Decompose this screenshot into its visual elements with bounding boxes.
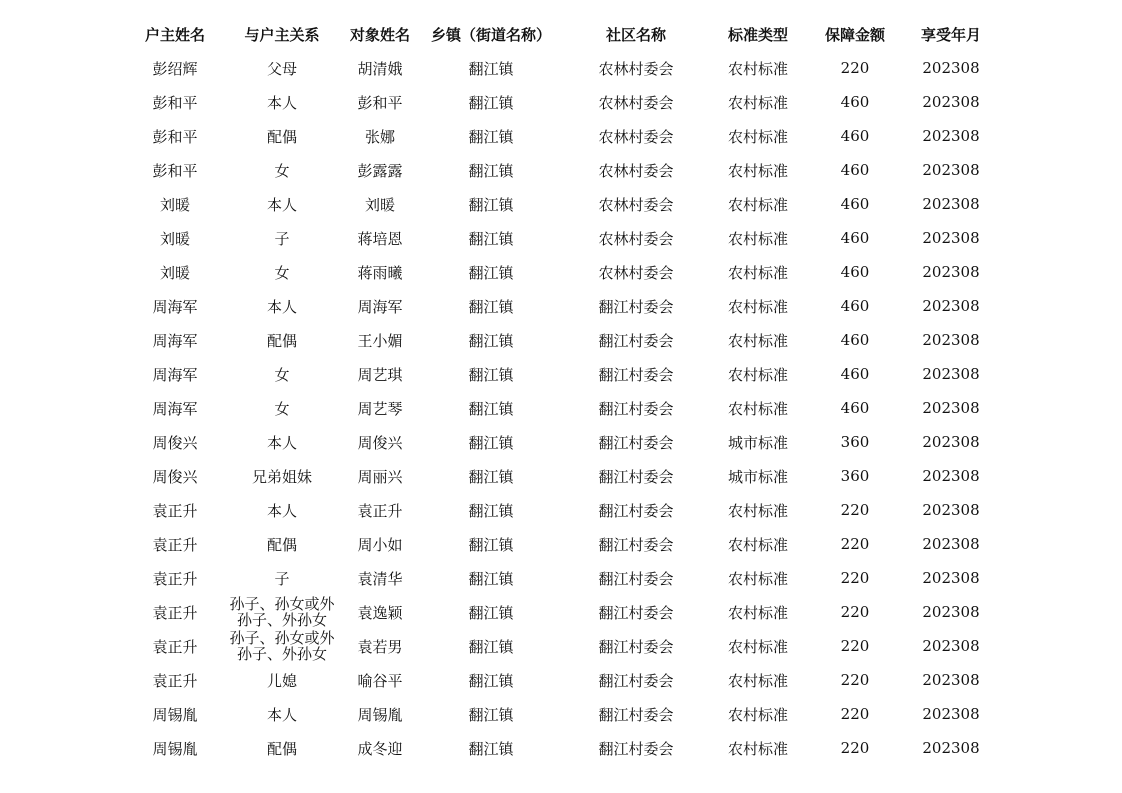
amount-cell: 460 bbox=[840, 127, 870, 145]
recipient-name-cell: 周俊兴 bbox=[357, 433, 403, 452]
community-cell: 农林村委会 bbox=[598, 93, 674, 112]
township-cell: 翻江镇 bbox=[468, 569, 514, 588]
table-body bbox=[0, 51, 1122, 765]
amount-cell: 360 bbox=[840, 433, 870, 451]
community-cell: 农林村委会 bbox=[598, 195, 674, 214]
household-head-cell: 袁正升 bbox=[152, 535, 198, 554]
township-cell: 翻江镇 bbox=[468, 127, 514, 146]
community-cell: 翻江村委会 bbox=[598, 297, 674, 316]
recipient-name-cell: 王小媚 bbox=[357, 331, 403, 350]
standard-type-cell: 农村标准 bbox=[727, 569, 788, 588]
community-cell: 翻江村委会 bbox=[598, 365, 674, 384]
relationship-cell: 本人 bbox=[266, 705, 297, 724]
year-month-cell: 202308 bbox=[922, 127, 980, 145]
recipient-name-cell: 喻谷平 bbox=[357, 671, 403, 690]
column-header-township: 乡镇（街道名称） bbox=[430, 25, 551, 44]
community-cell: 翻江村委会 bbox=[598, 535, 674, 554]
standard-type-cell: 农村标准 bbox=[727, 127, 788, 146]
column-header-recipient-name: 对象姓名 bbox=[349, 25, 410, 44]
township-cell: 翻江镇 bbox=[468, 93, 514, 112]
household-head-cell: 周俊兴 bbox=[152, 433, 198, 452]
recipient-name-cell: 袁若男 bbox=[357, 637, 403, 656]
standard-type-cell: 城市标准 bbox=[727, 467, 788, 486]
amount-cell: 220 bbox=[840, 603, 870, 621]
standard-type-cell: 农村标准 bbox=[727, 399, 788, 418]
table-row bbox=[0, 187, 1122, 221]
year-month-cell: 202308 bbox=[922, 365, 980, 383]
standard-type-cell: 农村标准 bbox=[727, 603, 788, 622]
community-cell: 翻江村委会 bbox=[598, 467, 674, 486]
year-month-cell: 202308 bbox=[922, 535, 980, 553]
amount-cell: 460 bbox=[840, 161, 870, 179]
table-row bbox=[0, 629, 1122, 663]
amount-cell: 460 bbox=[840, 297, 870, 315]
year-month-cell: 202308 bbox=[922, 501, 980, 519]
table-row bbox=[0, 731, 1122, 765]
table-row bbox=[0, 459, 1122, 493]
household-head-cell: 袁正升 bbox=[152, 501, 198, 520]
year-month-cell: 202308 bbox=[922, 603, 980, 621]
recipient-name-cell: 周丽兴 bbox=[357, 467, 403, 486]
relationship-cell: 本人 bbox=[266, 501, 297, 520]
relationship-cell: 子 bbox=[274, 569, 290, 588]
table-header-row bbox=[0, 17, 1122, 51]
column-header-relationship: 与户主关系 bbox=[244, 25, 320, 44]
column-header-amount: 保障金额 bbox=[824, 25, 885, 44]
recipient-name-cell: 蒋雨曦 bbox=[357, 263, 403, 282]
table-row bbox=[0, 391, 1122, 425]
table-row bbox=[0, 357, 1122, 391]
township-cell: 翻江镇 bbox=[468, 331, 514, 350]
township-cell: 翻江镇 bbox=[468, 195, 514, 214]
household-head-cell: 周海军 bbox=[152, 331, 198, 350]
year-month-cell: 202308 bbox=[922, 229, 980, 247]
community-cell: 翻江村委会 bbox=[598, 569, 674, 588]
year-month-cell: 202308 bbox=[922, 297, 980, 315]
table-row bbox=[0, 51, 1122, 85]
household-head-cell: 周海军 bbox=[152, 297, 198, 316]
township-cell: 翻江镇 bbox=[468, 161, 514, 180]
standard-type-cell: 农村标准 bbox=[727, 331, 788, 350]
year-month-cell: 202308 bbox=[922, 705, 980, 723]
household-head-cell: 袁正升 bbox=[152, 671, 198, 690]
standard-type-cell: 农村标准 bbox=[727, 535, 788, 554]
recipient-name-cell: 刘暖 bbox=[364, 195, 395, 214]
relationship-cell: 本人 bbox=[266, 433, 297, 452]
township-cell: 翻江镇 bbox=[468, 365, 514, 384]
community-cell: 农林村委会 bbox=[598, 127, 674, 146]
standard-type-cell: 农村标准 bbox=[727, 671, 788, 690]
column-header-year-month: 享受年月 bbox=[920, 25, 981, 44]
table-row bbox=[0, 221, 1122, 255]
amount-cell: 220 bbox=[840, 569, 870, 587]
amount-cell: 360 bbox=[840, 467, 870, 485]
township-cell: 翻江镇 bbox=[468, 59, 514, 78]
household-head-cell: 周海军 bbox=[152, 365, 198, 384]
township-cell: 翻江镇 bbox=[468, 739, 514, 758]
relationship-cell: 子 bbox=[274, 229, 290, 248]
standard-type-cell: 农村标准 bbox=[727, 195, 788, 214]
relationship-cell: 配偶 bbox=[266, 331, 297, 350]
table-row bbox=[0, 153, 1122, 187]
column-header-household-head: 户主姓名 bbox=[144, 25, 205, 44]
amount-cell: 220 bbox=[840, 637, 870, 655]
amount-cell: 460 bbox=[840, 93, 870, 111]
recipient-name-cell: 彭和平 bbox=[357, 93, 403, 112]
standard-type-cell: 农村标准 bbox=[727, 501, 788, 520]
community-cell: 农林村委会 bbox=[598, 263, 674, 282]
table-row bbox=[0, 527, 1122, 561]
relationship-cell: 女 bbox=[274, 365, 290, 384]
community-cell: 翻江村委会 bbox=[598, 331, 674, 350]
township-cell: 翻江镇 bbox=[468, 263, 514, 282]
table-row bbox=[0, 289, 1122, 323]
household-head-cell: 彭绍辉 bbox=[152, 59, 198, 78]
relationship-cell: 本人 bbox=[266, 297, 297, 316]
community-cell: 翻江村委会 bbox=[598, 501, 674, 520]
household-head-cell: 刘暖 bbox=[159, 263, 190, 282]
year-month-cell: 202308 bbox=[922, 637, 980, 655]
amount-cell: 460 bbox=[840, 263, 870, 281]
relationship-cell: 女 bbox=[274, 161, 290, 180]
standard-type-cell: 农村标准 bbox=[727, 739, 788, 758]
community-cell: 翻江村委会 bbox=[598, 705, 674, 724]
relationship-cell: 女 bbox=[274, 263, 290, 282]
year-month-cell: 202308 bbox=[922, 331, 980, 349]
relationship-cell: 配偶 bbox=[266, 127, 297, 146]
recipient-name-cell: 周锡胤 bbox=[357, 705, 403, 724]
column-header-community: 社区名称 bbox=[605, 25, 666, 44]
recipient-name-cell: 张娜 bbox=[364, 127, 395, 146]
township-cell: 翻江镇 bbox=[468, 399, 514, 418]
year-month-cell: 202308 bbox=[922, 433, 980, 451]
amount-cell: 460 bbox=[840, 195, 870, 213]
amount-cell: 460 bbox=[840, 331, 870, 349]
household-head-cell: 袁正升 bbox=[152, 603, 198, 622]
standard-type-cell: 农村标准 bbox=[727, 229, 788, 248]
table-row bbox=[0, 425, 1122, 459]
household-head-cell: 袁正升 bbox=[152, 637, 198, 656]
recipient-name-cell: 蒋培恩 bbox=[357, 229, 403, 248]
recipient-name-cell: 周小如 bbox=[357, 535, 403, 554]
year-month-cell: 202308 bbox=[922, 93, 980, 111]
township-cell: 翻江镇 bbox=[468, 705, 514, 724]
recipient-name-cell: 袁逸颖 bbox=[357, 603, 403, 622]
standard-type-cell: 农村标准 bbox=[727, 705, 788, 724]
amount-cell: 460 bbox=[840, 399, 870, 417]
township-cell: 翻江镇 bbox=[468, 501, 514, 520]
relationship-cell: 孙子、孙女或外孙子、外孙女 bbox=[229, 595, 335, 629]
standard-type-cell: 城市标准 bbox=[727, 433, 788, 452]
relationship-cell: 女 bbox=[274, 399, 290, 418]
standard-type-cell: 农村标准 bbox=[727, 297, 788, 316]
township-cell: 翻江镇 bbox=[468, 671, 514, 690]
household-head-cell: 刘暖 bbox=[159, 195, 190, 214]
data-table bbox=[0, 17, 1122, 765]
relationship-cell: 孙子、孙女或外孙子、外孙女 bbox=[229, 629, 335, 663]
recipient-name-cell: 袁清华 bbox=[357, 569, 403, 588]
township-cell: 翻江镇 bbox=[468, 433, 514, 452]
township-cell: 翻江镇 bbox=[468, 229, 514, 248]
amount-cell: 220 bbox=[840, 59, 870, 77]
column-header-standard-type: 标准类型 bbox=[727, 25, 788, 44]
table-row bbox=[0, 595, 1122, 629]
amount-cell: 220 bbox=[840, 671, 870, 689]
recipient-name-cell: 周艺琴 bbox=[357, 399, 403, 418]
standard-type-cell: 农村标准 bbox=[727, 161, 788, 180]
standard-type-cell: 农村标准 bbox=[727, 263, 788, 282]
community-cell: 农林村委会 bbox=[598, 161, 674, 180]
relationship-cell: 配偶 bbox=[266, 739, 297, 758]
household-head-cell: 周锡胤 bbox=[152, 705, 198, 724]
recipient-name-cell: 周海军 bbox=[357, 297, 403, 316]
year-month-cell: 202308 bbox=[922, 263, 980, 281]
amount-cell: 220 bbox=[840, 739, 870, 757]
relationship-cell: 父母 bbox=[266, 59, 297, 78]
table-row bbox=[0, 561, 1122, 595]
amount-cell: 460 bbox=[840, 229, 870, 247]
relationship-cell: 兄弟姐妹 bbox=[251, 467, 312, 486]
community-cell: 翻江村委会 bbox=[598, 433, 674, 452]
recipient-name-cell: 彭露露 bbox=[357, 161, 403, 180]
standard-type-cell: 农村标准 bbox=[727, 637, 788, 656]
standard-type-cell: 农村标准 bbox=[727, 59, 788, 78]
amount-cell: 460 bbox=[840, 365, 870, 383]
community-cell: 翻江村委会 bbox=[598, 671, 674, 690]
household-head-cell: 周海军 bbox=[152, 399, 198, 418]
table-row bbox=[0, 85, 1122, 119]
standard-type-cell: 农村标准 bbox=[727, 93, 788, 112]
year-month-cell: 202308 bbox=[922, 59, 980, 77]
community-cell: 农林村委会 bbox=[598, 229, 674, 248]
amount-cell: 220 bbox=[840, 705, 870, 723]
household-head-cell: 袁正升 bbox=[152, 569, 198, 588]
relationship-cell: 儿媳 bbox=[266, 671, 297, 690]
township-cell: 翻江镇 bbox=[468, 637, 514, 656]
household-head-cell: 彭和平 bbox=[152, 127, 198, 146]
standard-type-cell: 农村标准 bbox=[727, 365, 788, 384]
table-row bbox=[0, 493, 1122, 527]
household-head-cell: 彭和平 bbox=[152, 93, 198, 112]
community-cell: 农林村委会 bbox=[598, 59, 674, 78]
township-cell: 翻江镇 bbox=[468, 297, 514, 316]
recipient-name-cell: 袁正升 bbox=[357, 501, 403, 520]
recipient-name-cell: 胡清娥 bbox=[357, 59, 403, 78]
township-cell: 翻江镇 bbox=[468, 535, 514, 554]
table-row bbox=[0, 255, 1122, 289]
recipient-name-cell: 周艺琪 bbox=[357, 365, 403, 384]
amount-cell: 220 bbox=[840, 501, 870, 519]
community-cell: 翻江村委会 bbox=[598, 637, 674, 656]
household-head-cell: 周俊兴 bbox=[152, 467, 198, 486]
year-month-cell: 202308 bbox=[922, 399, 980, 417]
table-row bbox=[0, 697, 1122, 731]
amount-cell: 220 bbox=[840, 535, 870, 553]
year-month-cell: 202308 bbox=[922, 467, 980, 485]
year-month-cell: 202308 bbox=[922, 569, 980, 587]
relationship-cell: 配偶 bbox=[266, 535, 297, 554]
year-month-cell: 202308 bbox=[922, 161, 980, 179]
table-row bbox=[0, 119, 1122, 153]
community-cell: 翻江村委会 bbox=[598, 399, 674, 418]
relationship-cell: 本人 bbox=[266, 93, 297, 112]
community-cell: 翻江村委会 bbox=[598, 603, 674, 622]
recipient-name-cell: 成冬迎 bbox=[357, 739, 403, 758]
year-month-cell: 202308 bbox=[922, 671, 980, 689]
year-month-cell: 202308 bbox=[922, 195, 980, 213]
township-cell: 翻江镇 bbox=[468, 603, 514, 622]
relationship-cell: 本人 bbox=[266, 195, 297, 214]
year-month-cell: 202308 bbox=[922, 739, 980, 757]
household-head-cell: 刘暖 bbox=[159, 229, 190, 248]
community-cell: 翻江村委会 bbox=[598, 739, 674, 758]
table-row bbox=[0, 663, 1122, 697]
household-head-cell: 周锡胤 bbox=[152, 739, 198, 758]
township-cell: 翻江镇 bbox=[468, 467, 514, 486]
table-row bbox=[0, 323, 1122, 357]
household-head-cell: 彭和平 bbox=[152, 161, 198, 180]
